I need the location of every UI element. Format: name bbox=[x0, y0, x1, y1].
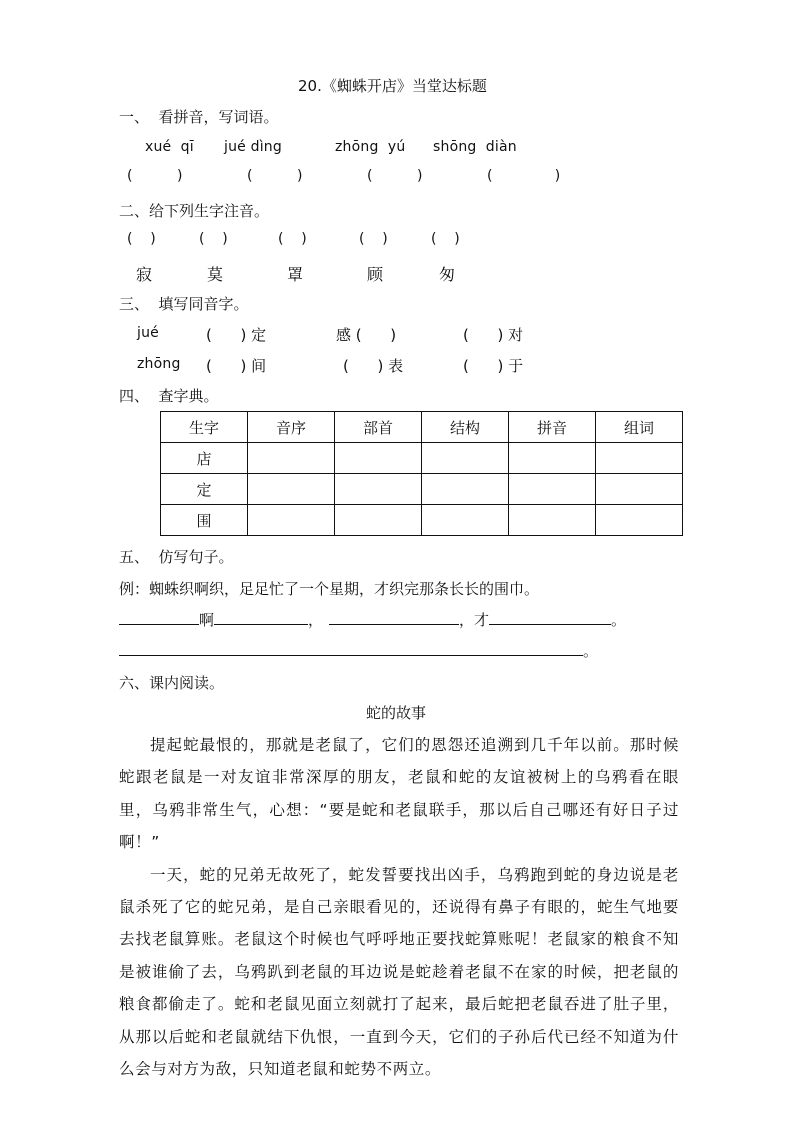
section-4-heading: 四、 查字典。 bbox=[119, 387, 219, 405]
q1-answer-blank-4[interactable]: ( ) bbox=[487, 168, 561, 184]
q1-answer-blank-3[interactable]: ( ) bbox=[367, 168, 423, 184]
story-body bbox=[119, 729, 679, 1085]
table-cell[interactable] bbox=[335, 505, 422, 536]
dictionary-table bbox=[160, 411, 683, 536]
q1-pinyin-2: jué dìng bbox=[224, 139, 282, 155]
q1-answer-blank-1[interactable]: ( ) bbox=[127, 168, 183, 184]
story-paragraph: 提起蛇最恨的，那就是老鼠了，它们的恩怨还追溯到几千年以前。那时候蛇跟老鼠是一对友谊非常深厚的朋友，老鼠和蛇的友谊被树上的乌鸦看在眼里，乌鸦非常生气，心想：“要是蛇和老鼠联手，那以后自己哪还有好日子过啊！” bbox=[119, 736, 679, 852]
table-header-cell: 组词 bbox=[596, 412, 683, 443]
q5-period-2: 。 bbox=[583, 642, 599, 660]
page-title: 20.《蜘蛛开店》当堂达标题 bbox=[298, 77, 487, 95]
q5-period-1: 。 bbox=[611, 611, 627, 629]
table-cell[interactable] bbox=[509, 443, 596, 474]
table-cell[interactable] bbox=[422, 474, 509, 505]
table-header-cell: 结构 bbox=[422, 412, 509, 443]
table-cell[interactable] bbox=[335, 474, 422, 505]
q2-answer-blank-3[interactable]: ( ) bbox=[278, 231, 307, 247]
table-row bbox=[161, 474, 683, 505]
table-row-char: 围 bbox=[161, 505, 248, 536]
q5-word-a: 啊 bbox=[199, 611, 215, 629]
section-1-heading: 一、 看拼音，写词语。 bbox=[119, 108, 279, 126]
table-cell[interactable] bbox=[335, 443, 422, 474]
q2-char-2: 莫 bbox=[207, 265, 224, 284]
section-5-heading: 五、 仿写句子。 bbox=[119, 548, 234, 566]
q3-row2-item-c[interactable]: ( ) 于 bbox=[463, 357, 524, 375]
q2-answer-blank-2[interactable]: ( ) bbox=[199, 231, 228, 247]
table-cell[interactable] bbox=[422, 443, 509, 474]
table-cell[interactable] bbox=[509, 505, 596, 536]
section-2-heading: 二、给下列生字注音。 bbox=[119, 202, 270, 220]
table-header-cell: 拼音 bbox=[509, 412, 596, 443]
section-6-heading: 六、课内阅读。 bbox=[119, 674, 225, 692]
table-header-cell: 音序 bbox=[248, 412, 335, 443]
q1-pinyin-1: xué qī bbox=[145, 139, 194, 155]
q2-char-5: 匆 bbox=[439, 265, 456, 284]
q5-blank-5[interactable] bbox=[119, 641, 583, 656]
q5-blank-1[interactable] bbox=[119, 610, 199, 625]
q5-example-sentence: 例：蜘蛛织啊织，足足忙了一个星期，才织完那条长长的围巾。 bbox=[119, 580, 540, 598]
table-cell[interactable] bbox=[248, 443, 335, 474]
table-cell[interactable] bbox=[248, 505, 335, 536]
q5-imitation-line-1 bbox=[119, 609, 626, 630]
q2-answer-blank-4[interactable]: ( ) bbox=[359, 231, 388, 247]
table-row-char: 定 bbox=[161, 474, 248, 505]
section-3-heading: 三、 填写同音字。 bbox=[119, 295, 249, 313]
q3-row2-pinyin: zhōng bbox=[137, 356, 181, 372]
table-row bbox=[161, 505, 683, 536]
q3-row2-item-b[interactable]: ( ) 表 bbox=[343, 357, 404, 375]
q2-answer-blank-5[interactable]: ( ) bbox=[431, 231, 460, 247]
table-row bbox=[161, 443, 683, 474]
table-header-cell: 生字 bbox=[161, 412, 248, 443]
q3-row2-item-a[interactable]: ( ) 间 bbox=[206, 357, 267, 375]
q5-comma-cai: ，才 bbox=[459, 611, 490, 629]
q5-imitation-line-2 bbox=[119, 640, 598, 661]
q1-answer-blank-2[interactable]: ( ) bbox=[247, 168, 303, 184]
q2-answer-blank-1[interactable]: ( ) bbox=[127, 231, 156, 247]
table-cell[interactable] bbox=[596, 505, 683, 536]
q1-pinyin-3: zhōng yú bbox=[335, 139, 406, 155]
q2-char-3: 罩 bbox=[287, 265, 304, 284]
q3-row1-item-c[interactable]: ( ) 对 bbox=[463, 326, 524, 344]
q2-char-1: 寂 bbox=[136, 265, 153, 284]
table-cell[interactable] bbox=[422, 505, 509, 536]
q1-pinyin-4: shōng diàn bbox=[433, 139, 517, 155]
table-header-cell: 部首 bbox=[335, 412, 422, 443]
story-title: 蛇的故事 bbox=[366, 704, 427, 722]
q3-row1-pinyin: jué bbox=[137, 325, 159, 341]
q2-char-4: 顾 bbox=[367, 265, 384, 284]
story-paragraph: 一天，蛇的兄弟无故死了，蛇发誓要找出凶手，乌鸦跑到蛇的身边说是老鼠杀死了它的蛇兄弟，是自己亲眼看见的，还说得有鼻子有眼的，蛇生气地要去找老鼠算账。老鼠这个时候也气呼呼地正要找蛇算账呢！老鼠家的粮食不知是被谁偷了去，乌鸦趴到老鼠的耳边说是蛇趁着老鼠不在家的时候，把老鼠的粮食都偷走了。蛇和老鼠见面立刻就打了起来，最后蛇把老鼠吞进了肚子里，从那以后蛇和老鼠就结下仇恨，一直到今天，它们的子孙后代已经不知道为什么会与对方为敌，只知道老鼠和蛇势不两立。 bbox=[119, 865, 679, 1079]
q5-blank-2[interactable] bbox=[214, 610, 308, 625]
q5-blank-4[interactable] bbox=[489, 610, 611, 625]
q3-row1-item-a[interactable]: ( ) 定 bbox=[206, 326, 267, 344]
q3-row1-item-b[interactable]: 感 ( ) bbox=[336, 326, 397, 344]
q5-blank-3[interactable] bbox=[329, 610, 459, 625]
table-cell[interactable] bbox=[596, 443, 683, 474]
table-cell[interactable] bbox=[509, 474, 596, 505]
table-header-row bbox=[161, 412, 683, 443]
table-cell[interactable] bbox=[248, 474, 335, 505]
q5-comma-1: ， bbox=[308, 611, 324, 629]
table-row-char: 店 bbox=[161, 443, 248, 474]
table-cell[interactable] bbox=[596, 474, 683, 505]
